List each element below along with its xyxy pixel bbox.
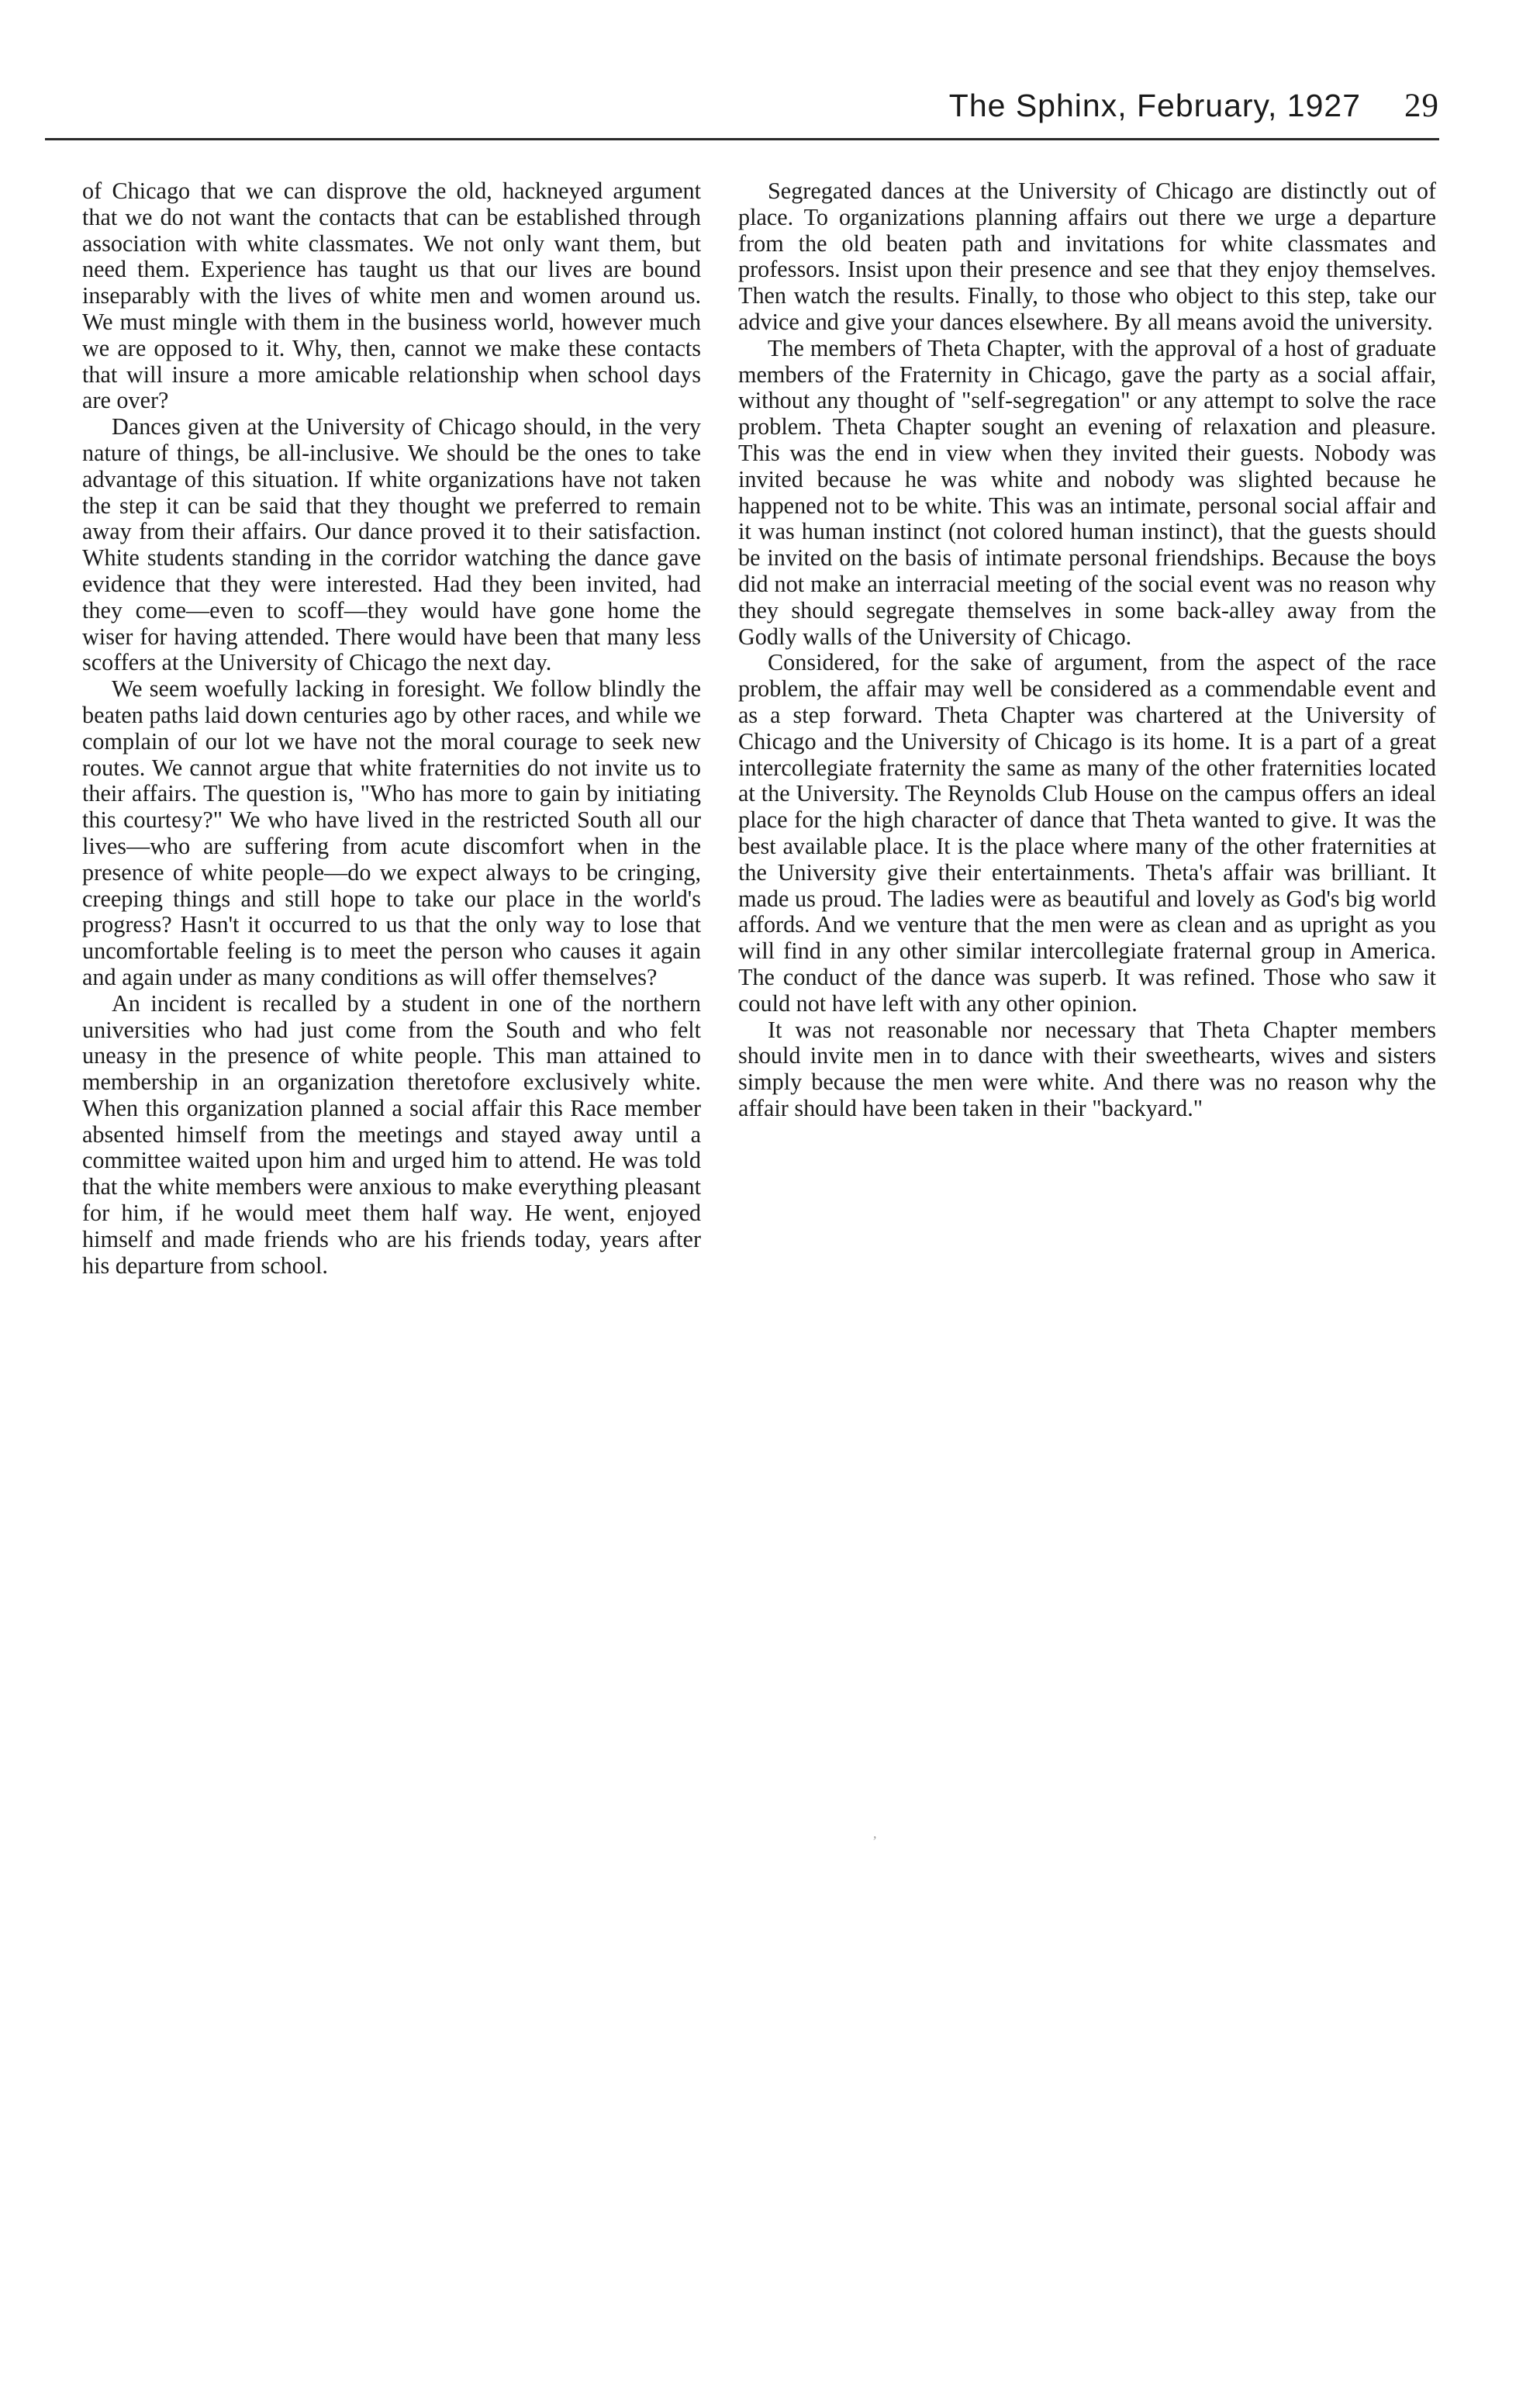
page-number: 29 xyxy=(1404,88,1439,124)
paragraph: Dances given at the University of Chicago should, in the very nature of things, be all-inclusive. We should be the ones to take advantage of this situation. If white organizations have not taken the step it can be said that they thought we preferred to remain away from their affairs. Our dance proved it to their satisfaction. White students standing in the corridor watching the dance gave evidence that they were interested. Had they been invited, had they come—even to scoff—they would have gone home the wiser for having attended. There would have been that many less scoffers at the University of Chicago the next day. xyxy=(82,413,701,676)
right-column xyxy=(738,178,1436,1122)
header-rule xyxy=(45,138,1439,140)
paragraph: It was not reasonable nor necessary that Theta Chapter members should invite men in to dance with their sweethearts, wives and sisters simply because the men were white. And there was no reason why the affair should have been taken in their "backyard." xyxy=(738,1016,1436,1121)
left-column xyxy=(82,178,701,1279)
paragraph: Segregated dances at the University of Chicago are distinctly out of place. To organizations planning affairs out there we urge a departure from the old beaten path and invitations for white classmates and professors. Insist upon their presence and see that they enjoy themselves. Then watch the results. Finally, to those who object to this step, take our advice and give your dances elsewhere. By all means avoid the university. xyxy=(738,178,1436,335)
paragraph: The members of Theta Chapter, with the approval of a host of graduate members of the Fraternity in Chicago, gave the party as a social affair, without any thought of "self-segregation" or any attempt to solve the race problem. Theta Chapter sought an evening of relaxation and pleasure. This was the end in view when they invited their guests. Nobody was invited because he was white and nobody was slighted because he happened not to be white. This was an intimate, personal social affair and it was human instinct (not colored human instinct), that the guests should be invited on the basis of intimate personal friendships. Because the boys did not make an interracial meeting of the social event was no reason why they should segregate themselves in some back-alley away from the Godly walls of the University of Chicago. xyxy=(738,334,1436,650)
paragraph: An incident is recalled by a student in one of the northern universities who had just come from the South and who felt uneasy in the presence of white people. This man attained to membership in an organization theretofore exclusively white. When this organization planned a social affair this Race member absented himself from the meetings and stayed away until a committee waited upon him and urged him to attend. He was told that the white members were anxious to make everything pleasant for him, if he would meet them half way. He went, enjoyed himself and made friends who are his friends today, years after his departure from school. xyxy=(82,989,701,1279)
paragraph: We seem woefully lacking in foresight. We follow blindly the beaten paths laid down centuries ago by other races, and while we complain of our lot we have not the moral courage to seek new routes. We cannot argue that white fraternities do not invite us to their affairs. The question is, "Who has more to gain by initiating this courtesy?" We who have lived in the restricted South all our lives—who are suffering from acute discomfort when in the presence of white people—do we expect always to be cringing, creeping things and still hope to take our place in the world's progress? Hasn't it occurred to us that the only way to lose that uncomfortable feeling is to meet the person who causes it again and again under as many conditions as will offer themselves? xyxy=(82,675,702,990)
running-title: The Sphinx, February, 1927 xyxy=(948,88,1361,123)
page-header xyxy=(45,87,1439,149)
paragraph: of Chicago that we can disprove the old, hackneyed argument that we do not want the contacts that can be established through association with white classmates. We not only want them, but need them. Experience has taught us that our lives are bound inseparably with the lives of white men and women around us. We must mingle with them in the business world, however much we are opposed to it. Why, then, cannot we make these contacts that will insure a more amicable relationship when school days are over? xyxy=(82,178,701,414)
scan-speck: , xyxy=(873,1825,877,1841)
running-head xyxy=(949,87,1439,125)
paragraph: Considered, for the sake of argument, from the aspect of the race problem, the affair may well be considered as a commendable event and as a step forward. Theta Chapter was chartered at the University of Chicago and the University of Chicago is its home. It is a part of a great intercollegiate fraternity the same as many of the other fraternities located at the University. The Reynolds Club House on the campus offers an ideal place for the high character of dance that Theta wanted to give. It was the best available place. It is the place where many of the other fraternities at the University give their entertainments. Theta's affair was brilliant. It made us proud. The ladies were as beautiful and lovely as God's big world affords. And we venture that the men were as clean and as upright as you will find in any other similar intercollegiate fraternal group in America. The conduct of the dance was superb. It was refined. Those who saw it could not have left with any other opinion. xyxy=(738,649,1436,1017)
